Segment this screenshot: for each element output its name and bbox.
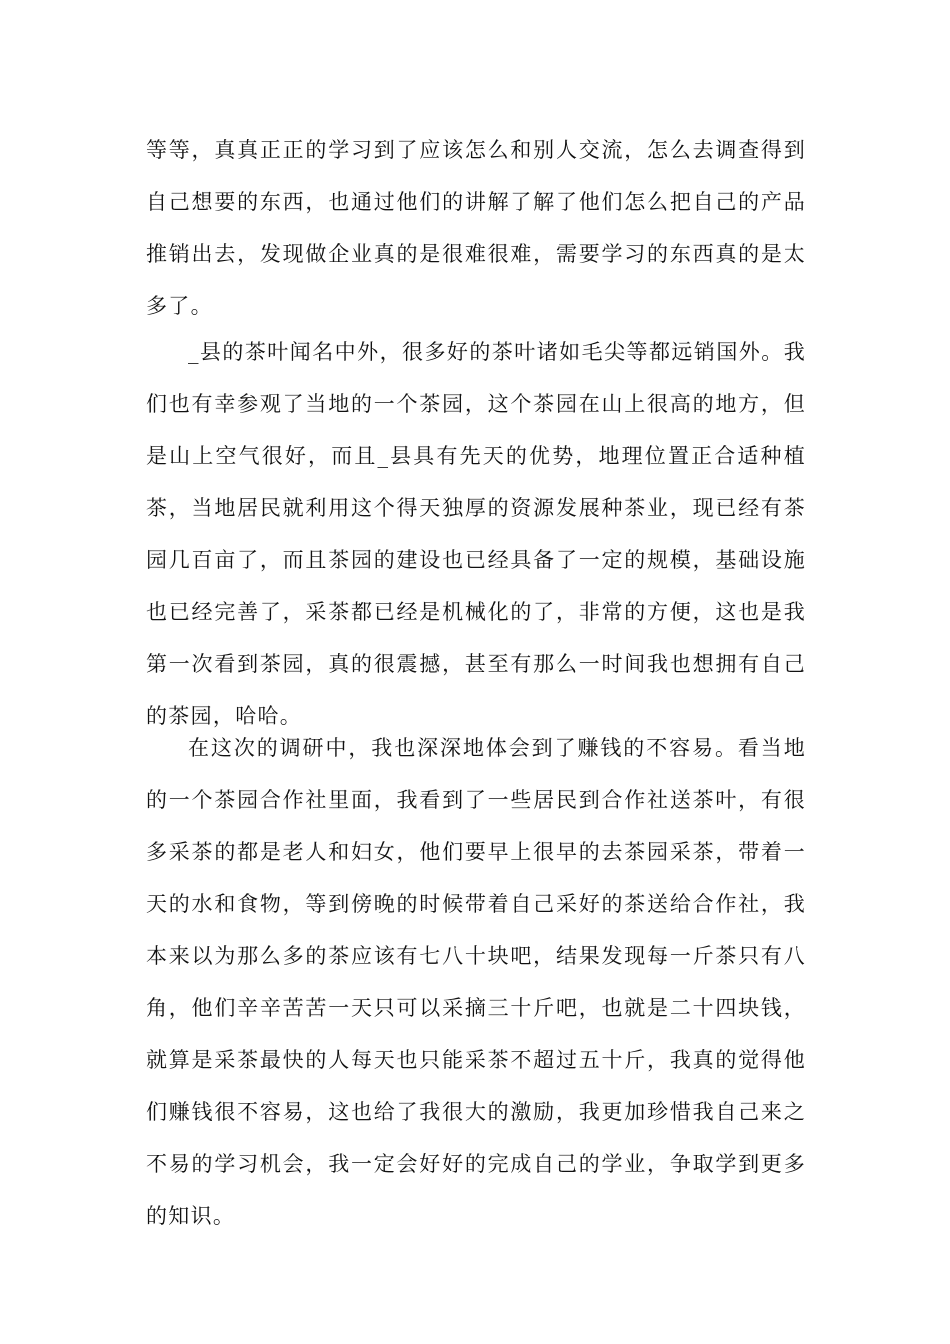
text-line: 茶，当地居民就利用这个得天独厚的资源发展种茶业，现已经有茶 (146, 496, 806, 520)
paragraph-1 (146, 124, 806, 332)
text-line: 推销出去，发现做企业真的是很难很难，需要学习的东西真的是太 (146, 242, 806, 266)
text-line: 的一个茶园合作社里面，我看到了一些居民到合作社送茶叶，有很 (146, 788, 806, 812)
text-line: 们赚钱很不容易，这也给了我很大的激励，我更加珍惜我自己来之 (146, 1100, 806, 1124)
text-line: 自己想要的东西，也通过他们的讲解了解了他们怎么把自己的产品 (146, 190, 806, 214)
text-line: 在这次的调研中，我也深深地体会到了赚钱的不容易。看当地 (188, 736, 806, 760)
text-line: _县的茶叶闻名中外，很多好的茶叶诸如毛尖等都远销国外。我 (188, 340, 806, 364)
text-line: 多了。 (146, 294, 213, 318)
text-line: 也已经完善了，采茶都已经是机械化的了，非常的方便，这也是我 (146, 600, 806, 624)
text-line: 的知识。 (146, 1204, 236, 1228)
text-line: 是山上空气很好，而且_县具有先天的优势，地理位置正合适种植 (146, 444, 806, 468)
paragraph-2 (146, 326, 806, 742)
paragraph-3 (146, 722, 806, 1242)
text-line: 们也有幸参观了当地的一个茶园，这个茶园在山上很高的地方，但 (146, 392, 806, 416)
text-line: 本来以为那么多的茶应该有七八十块吧，结果发现每一斤茶只有八 (146, 944, 806, 968)
text-line: 多采茶的都是老人和妇女，他们要早上很早的去茶园采茶，带着一 (146, 840, 806, 864)
text-line: 就算是采茶最快的人每天也只能采茶不超过五十斤，我真的觉得他 (146, 1048, 806, 1072)
text-line: 园几百亩了，而且茶园的建设也已经具备了一定的规模，基础设施 (146, 548, 806, 572)
text-line: 等等，真真正正的学习到了应该怎么和别人交流，怎么去调查得到 (146, 138, 806, 162)
text-line: 角，他们辛辛苦苦一天只可以采摘三十斤吧，也就是二十四块钱， (146, 996, 806, 1020)
text-line: 第一次看到茶园，真的很震撼，甚至有那么一时间我也想拥有自己 (146, 652, 806, 676)
text-line: 天的水和食物，等到傍晚的时候带着自己采好的茶送给合作社，我 (146, 892, 806, 916)
text-line: 的茶园，哈哈。 (146, 704, 303, 728)
text-line: 不易的学习机会，我一定会好好的完成自己的学业，争取学到更多 (146, 1152, 806, 1176)
